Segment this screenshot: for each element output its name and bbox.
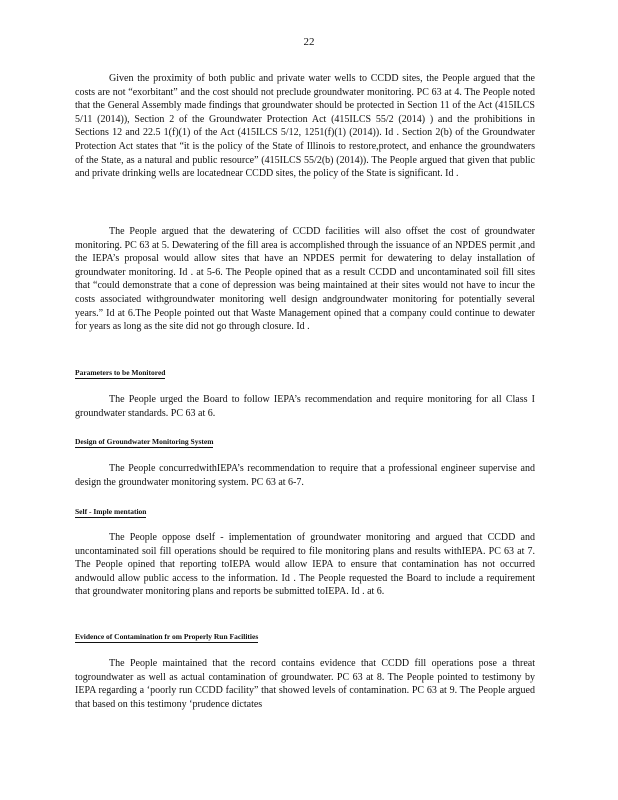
heading-text: Parameters to be Monitored bbox=[75, 368, 166, 377]
paragraph-parameters bbox=[75, 393, 535, 420]
paragraph-text: Given the proximity of both public and private water wells to CCDD sites, the People argued that the costs are not “exorbitant” and the cost should not preclude groundwater monitoring. PC 63 at 4. The People noted that the General Assembly made findings that groundwater should be protected in Section 11 of the Act (415ILCS 5/11 (2014)), Section 2 of the Groundwater Protection Act (415ILCS 55/2 (2014) ) and the prohibitions in Sections 12 and 22.5 1(f)(1) of the Act (415ILCS 5/12, 1251(f)(1) (2014)). Id . Section 2(b) of the Groundwater Protection Act states that “it is the policy of the State of Illinois to restore,protect, and enhance the groundwaters of the State, as a natural and public resource” (415ILCS 55/2(b) (2014)). The People argued that given that public and private drinking wells are locatednear CCDD sites, the policy of the State is significant. Id . bbox=[75, 73, 535, 180]
paragraph-proximity-wells bbox=[75, 72, 535, 181]
heading-evidence bbox=[75, 632, 258, 643]
paragraph-dewatering bbox=[75, 225, 535, 334]
paragraph-self-implementation bbox=[75, 531, 535, 599]
heading-parameters bbox=[75, 368, 165, 379]
paragraph-text: The People concurredwithIEPA’s recommendation to require that a professional engineer supervise and design the groundwater monitoring system. PC 63 at 6-7. bbox=[75, 463, 535, 488]
heading-text: Self - Imple mentation bbox=[75, 507, 147, 516]
paragraph-text: The People urged the Board to follow IEPA’s recommendation and require monitoring for all Class I groundwater standards. PC 63 at 6. bbox=[75, 394, 535, 419]
heading-text: Design of Groundwater Monitoring System bbox=[75, 437, 214, 446]
heading-design bbox=[75, 437, 213, 448]
heading-text: Evidence of Contamination fr om Properly Run Facilities bbox=[75, 632, 259, 641]
paragraph-text: The People maintained that the record contains evidence that CCDD fill operations pose a threat togroundwater as well as actual contamination of groundwater. PC 63 at 8. The People pointed to testimony by IEPA regarding a ‘poorly run CCDD facility” that showed levels of contamination. PC 63 at 9. The People argued that based on this testimony ‘prudence dictates bbox=[75, 658, 535, 710]
heading-self-implementation bbox=[75, 507, 146, 518]
paragraph-design bbox=[75, 462, 535, 489]
page-number: 22 bbox=[303, 36, 315, 48]
paragraph-text: The People argued that the dewatering of CCDD facilities will also offset the cost of groundwater monitoring. PC 63 at 5. Dewatering of the fill area is accomplished through the issuance of an NPDES permit ,and the IEPA’s proposal would allow sites that have an NPDES permit for dewatering to delay installation of groundwater monitoring. Id . at 5-6. The People opined that as a result CCDD and uncontaminated soil fill sites that “could demonstrate that a cone of depression was being maintained at their sites would not have to incur the costs associated withgroundwater monitoring well design andgroundwater monitoring for potentially several years.” Id at 6.The People pointed out that Waste Management opined that a company could continue to dewater for years as long as the site did not go through closure. Id . bbox=[75, 226, 535, 333]
paragraph-text: The People oppose dself - implementation of groundwater monitoring and argued that CCDD and uncontaminated soil fill operations should be required to file monitoring plans and results withIEPA. PC 63 at 7. The People opined that reporting toIEPA would allow IEPA to ensure that contamination has not occurred andwould allow public access to the information. Id . The People requested the Board to include a requirement that groundwater monitoring plans and reports be submitted toIEPA. Id . at 6. bbox=[75, 532, 535, 598]
paragraph-evidence bbox=[75, 657, 535, 711]
